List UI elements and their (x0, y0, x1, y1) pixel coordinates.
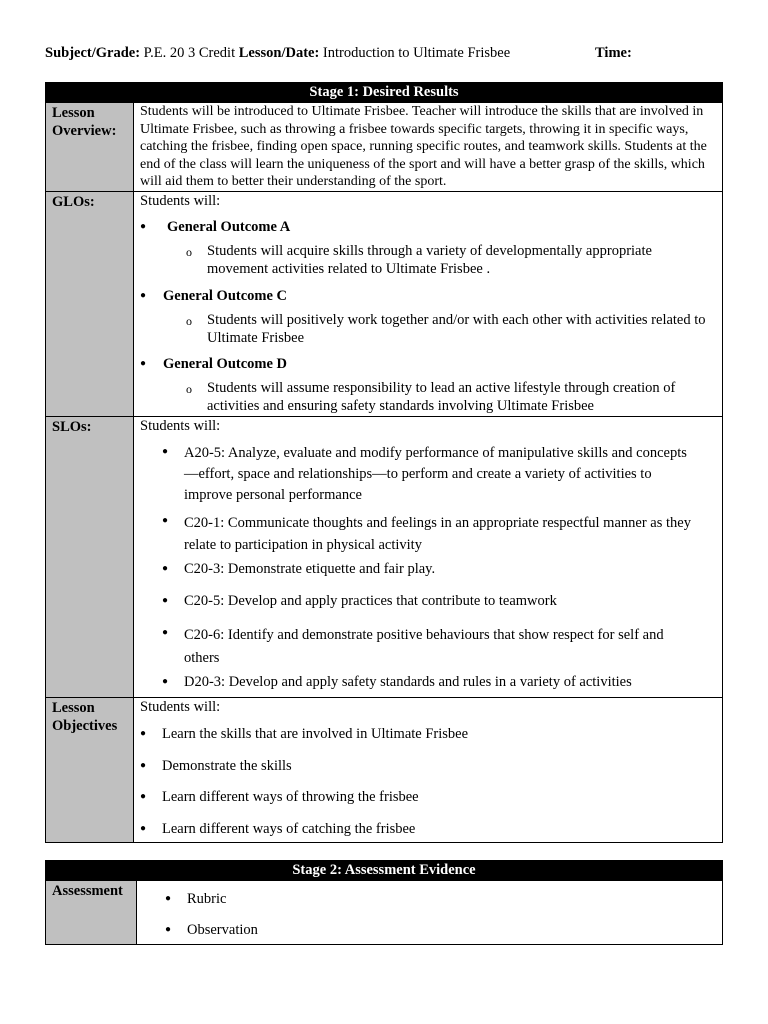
slo-item (162, 560, 702, 578)
glos-row (46, 191, 722, 416)
objective-text: Demonstrate the skills (162, 758, 292, 774)
overview-row (46, 102, 722, 191)
subject-value: P.E. 20 3 Credit (143, 45, 236, 61)
slos-row (46, 416, 722, 697)
overview-label: Lesson Overview: (46, 103, 134, 191)
objectives-row (46, 697, 722, 842)
lesson-header (45, 45, 725, 62)
objectives-intro: Students will: (140, 699, 221, 715)
glo-detail (186, 242, 706, 278)
stage2-table (45, 860, 723, 945)
glo-detail-text: Students will acquire skills through a variety of developmentally appropriate movement activities related to Ultimate Frisbee . (207, 243, 652, 277)
bullet-icon: ● (140, 728, 147, 739)
stage1-title: Stage 1: Desired Results (46, 83, 722, 102)
overview-text: Students will be introduced to Ultimate Frisbee. Teacher will introduce the skills that are involved in Ultimate Frisbee, such as throwing a frisbee towards specific targets, throwing it in specific ways, catching the frisbee, finding open space, running specific routes, and teamwork skills. Students at the end of the class will learn the uniqueness of the sport and will have a better grasp of the skills, which will aid them to better their understanding of the sport. (140, 104, 707, 190)
slo-item (162, 624, 702, 670)
slos-cell (134, 417, 722, 697)
bullet-icon: ● (140, 791, 147, 802)
bullet-icon: ● (140, 358, 147, 369)
glos-cell (134, 192, 722, 416)
slo-text: D20-3: Develop and apply safety standards and rules in a variety of activities (184, 674, 632, 690)
objective-text: Learn the skills that are involved in Ultimate Frisbee (162, 726, 469, 742)
bullet-icon: ● (165, 893, 172, 904)
bullet-icon: ● (140, 823, 147, 834)
bullet-icon: ● (162, 595, 169, 606)
assessment-row (46, 880, 722, 944)
objectives-label-line2: Objectives (52, 718, 118, 734)
glo-title: General Outcome C (163, 288, 288, 304)
assessment-text: Observation (187, 922, 258, 938)
assessment-text: Rubric (187, 891, 227, 907)
bullet-icon: ● (162, 515, 169, 526)
glos-intro: Students will: (140, 193, 221, 209)
bullet-icon: ● (162, 676, 169, 687)
slo-text: C20-3: Demonstrate etiquette and fair play. (184, 561, 436, 577)
slo-item (162, 443, 702, 506)
slos-intro: Students will: (140, 418, 221, 434)
glo-detail-text: Students will assume responsibility to lead an active lifestyle through creation of activities and ensuring safety standards involving Ultimate Frisbee (207, 380, 676, 414)
circle-bullet-icon: o (186, 382, 192, 396)
bullet-icon: ● (140, 760, 147, 771)
time-label: Time: (595, 45, 632, 61)
glos-label: GLOs: (46, 192, 134, 416)
lesson-label: Lesson/Date: (238, 45, 320, 61)
glo-detail (186, 379, 706, 415)
objectives-label (46, 698, 134, 842)
subject-label: Subject/Grade: (45, 45, 141, 61)
bullet-icon: ● (162, 627, 169, 638)
slo-text: A20-5: Analyze, evaluate and modify performance of manipulative skills and concepts —effort, space and relationships—to perform and create a variety of activities to improve personal performance (184, 445, 687, 503)
bullet-icon: ● (140, 290, 147, 301)
glo-title: General Outcome D (163, 356, 288, 372)
slos-label: SLOs: (46, 417, 134, 697)
objectives-label-line1: Lesson (52, 700, 95, 716)
circle-bullet-icon: o (186, 245, 192, 259)
objectives-cell (134, 698, 722, 842)
slo-text: C20-6: Identify and demonstrate positive behaviours that show respect for self and others (184, 627, 664, 666)
bullet-icon: ● (140, 221, 147, 232)
assessment-label: Assessment (46, 881, 137, 944)
objective-text: Learn different ways of catching the frisbee (162, 821, 416, 837)
glo-title: General Outcome A (167, 219, 291, 235)
slo-text: C20-5: Develop and apply practices that contribute to teamwork (184, 593, 557, 609)
lesson-value: Introduction to Ultimate Frisbee (322, 45, 511, 61)
slo-text: C20-1: Communicate thoughts and feelings in an appropriate respectful manner as they relate to participation in physical activity (184, 515, 691, 553)
circle-bullet-icon: o (186, 314, 192, 328)
assessment-cell (137, 881, 722, 944)
glo-detail (186, 311, 716, 347)
slo-item (162, 592, 702, 610)
bullet-icon: ● (165, 924, 172, 935)
stage2-title: Stage 2: Assessment Evidence (46, 861, 722, 880)
glo-detail-text: Students will positively work together and/or with each other with activities related to Ultimate Frisbee (207, 312, 706, 346)
slo-item (162, 673, 702, 691)
slo-item (162, 512, 702, 556)
bullet-icon: ● (162, 446, 169, 457)
bullet-icon: ● (162, 563, 169, 574)
objective-text: Learn different ways of throwing the frisbee (162, 789, 419, 805)
stage1-table (45, 82, 723, 843)
